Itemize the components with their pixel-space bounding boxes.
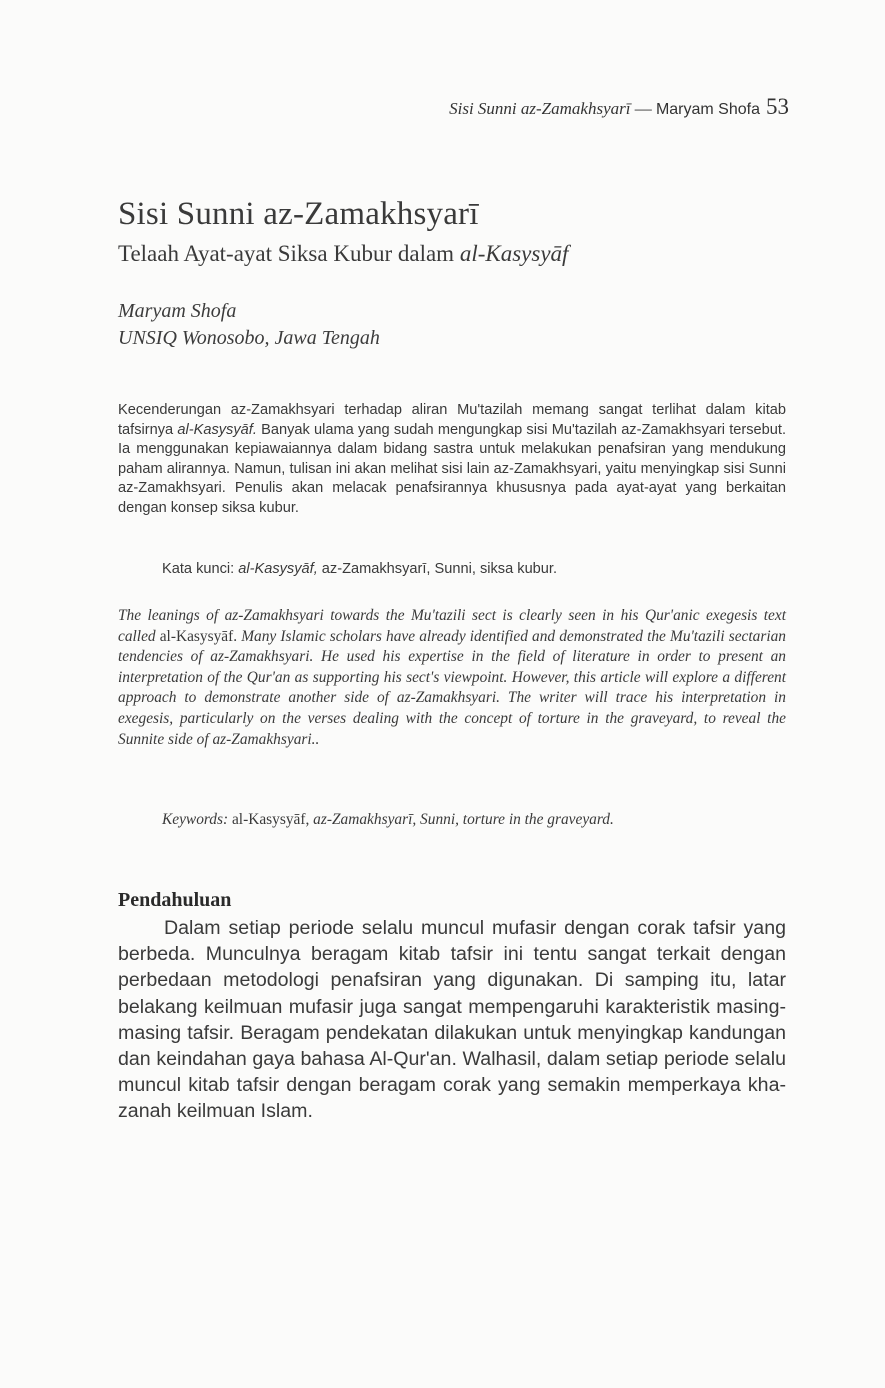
abstract-en-part1: The leanings of az-Zamakhsyari towards the Mu'tazili sect is clearly seen in his Qur'anic exegesis text called <box>118 607 786 645</box>
page-number: 53 <box>766 94 789 119</box>
keywords-english <box>162 811 614 829</box>
abstract-id-part2: Banyak ulama yang sudah mengungkap sisi Mu'tazilah az-Zamakhsyari tersebut. Ia menggunakan kepiawaiannya dalam bidang sastra untuk melakukan penafsiran yang mendukung paham alirannya. Namun, tulisan ini akan melihat sisi lain az-Zamakhsyari, yaitu menyingkap sisi Sunni az-Zamakhsyari. Penulis akan melacak penafsirannya khususnya pada ayat-ayat yang berkaitan dengan konsep siksa kubur. <box>118 421 786 516</box>
abstract-en-upright: al-Kasysyāf. <box>159 627 238 645</box>
kw-en-rest: az-Zamakhsyarī, Sunni, torture in the graveyard. <box>309 811 614 828</box>
kw-en-upright: al-Kasysyāf, <box>231 811 310 828</box>
running-head <box>449 94 789 120</box>
kw-id-label: Kata kunci: <box>162 561 239 577</box>
kw-en-label: Keywords: <box>162 811 232 828</box>
author-affiliation: UNSIQ Wonosobo, Jawa Tengah <box>118 327 380 349</box>
running-head-separator: — <box>630 99 656 118</box>
introduction-paragraph: Dalam setiap periode selalu muncul mufasir dengan corak tafsir yang berbeda. Munculnya beragam kitab tafsir ini tentu sangat terkait dengan perbedaan metodologi penafsiran yang digunakan. Di samping itu, latar belakang keilmuan mufasir juga sangat mempengaruhi karakteristik masing-masing tafsir. Beragam pendekatan dilakukan untuk menyingkap kandungan dan keindahan gaya bahasa Al-Qur'an. Walhasil, dalam setiap periode selalu muncul kitab tafsir dengan beragam corak yang semakin memperkaya khazanah keilmuan Islam. <box>118 917 786 1123</box>
subtitle-text: Telaah Ayat-ayat Siksa Kubur dalam <box>118 241 460 266</box>
article-title: Sisi Sunni az-Zamakhsyarī <box>118 196 479 232</box>
abstract-id-part1: Kecenderungan az-Zamakhsyari terhadap aliran Mu'tazilah memang sangat terlihat dalam kitab tafsirnya <box>118 402 786 438</box>
section-heading-introduction: Pendahuluan <box>118 889 232 911</box>
subtitle-italic: al-Kasysyāf <box>459 241 569 266</box>
abstract-id-italic: al-Kasysyāf. <box>177 421 257 438</box>
running-head-title: Sisi Sunni az-Zamakhsyarī <box>449 99 631 118</box>
author-name: Maryam Shofa <box>118 300 237 322</box>
abstract-english <box>118 606 786 750</box>
abstract-en-part2: Many Islamic scholars have already identified and demonstrated the Mu'tazili sectarian tendencies of az-Zamakhsyari. He used his expertise in the field of literature in order to present an interpretation of the Qur'an as supporting his sect's viewpoint. However, this article will explore a different approach to demonstrate another side of az-Zamakhsyari. The writer will trace his interpretation in exegesis, particularly on the verses dealing with the concept of torture in the graveyard, to reveal the Sunnite side of az-Zamakhsyari.. <box>118 627 786 748</box>
keywords-indonesian <box>162 561 557 577</box>
running-head-author: Maryam Shofa <box>655 101 760 118</box>
kw-id-rest: az-Zamakhsyarī, Sunni, siksa kubur. <box>317 561 558 577</box>
abstract-indonesian <box>118 401 786 518</box>
article-subtitle <box>118 241 568 267</box>
kw-id-italic: al-Kasysyāf, <box>238 561 318 577</box>
